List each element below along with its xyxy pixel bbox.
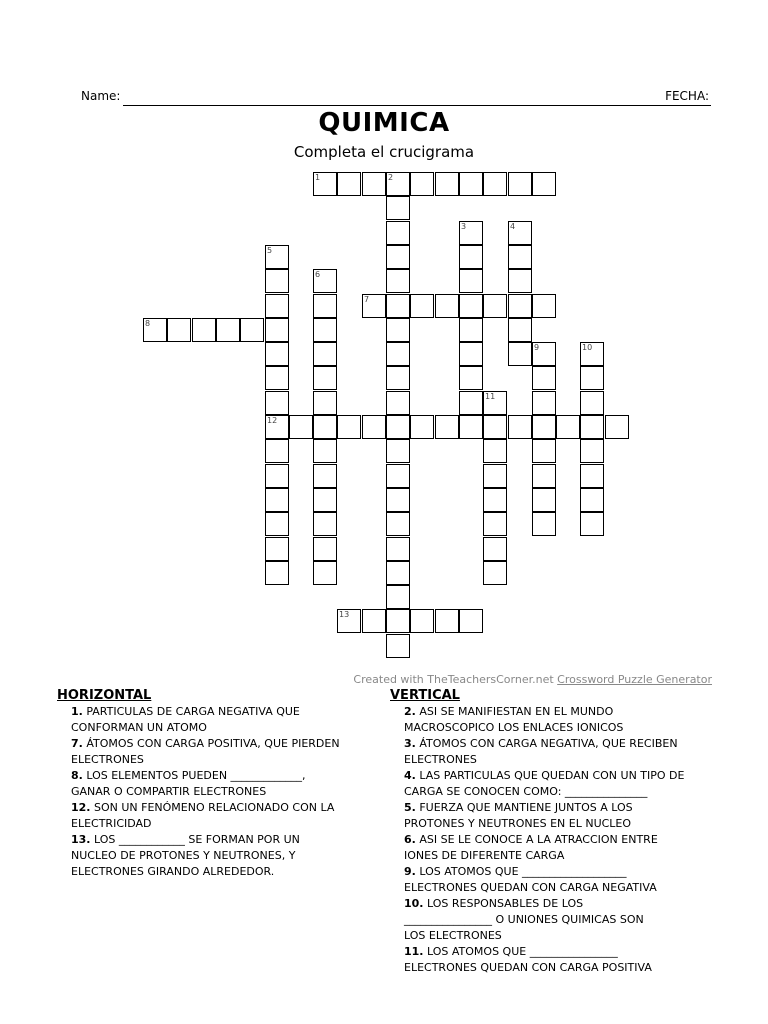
crossword-cell[interactable] bbox=[313, 415, 337, 439]
horizontal-heading: HORIZONTAL bbox=[57, 688, 152, 703]
crossword-cell[interactable] bbox=[386, 609, 410, 633]
crossword-cell[interactable] bbox=[459, 221, 483, 245]
clue-item bbox=[404, 736, 720, 768]
crossword-cell[interactable] bbox=[508, 172, 532, 196]
crossword-cell[interactable] bbox=[143, 318, 167, 342]
clue-text: GANAR O COMPARTIR ELECTRONES bbox=[71, 785, 267, 798]
crossword-cell[interactable] bbox=[532, 415, 556, 439]
crossword-cell[interactable] bbox=[483, 294, 507, 318]
crossword-cell[interactable] bbox=[362, 172, 386, 196]
crossword-cell[interactable] bbox=[265, 366, 289, 390]
crossword-cell[interactable] bbox=[386, 561, 410, 585]
horizontal-clues bbox=[57, 688, 377, 880]
crossword-cell[interactable] bbox=[386, 318, 410, 342]
crossword-cell[interactable] bbox=[386, 415, 410, 439]
crossword-cell[interactable] bbox=[313, 391, 337, 415]
crossword-cell[interactable] bbox=[313, 269, 337, 293]
crossword-cell[interactable] bbox=[240, 318, 264, 342]
crossword-cell[interactable] bbox=[580, 342, 604, 366]
name-field-line[interactable] bbox=[123, 105, 711, 106]
clue-number-label: 12 bbox=[267, 416, 278, 425]
page-title: QUIMICA bbox=[318, 108, 450, 138]
crossword-cell[interactable] bbox=[459, 366, 483, 390]
crossword-cell[interactable] bbox=[483, 439, 507, 463]
crossword-cell[interactable] bbox=[313, 561, 337, 585]
clue-text: LOS ATOMOS QUE ___________________ bbox=[419, 865, 627, 878]
crossword-cell[interactable] bbox=[532, 294, 556, 318]
clue-number: 3. bbox=[404, 737, 416, 750]
crossword-cell[interactable] bbox=[532, 391, 556, 415]
clue-number: 7. bbox=[71, 737, 83, 750]
clue-number: 2. bbox=[404, 705, 416, 718]
crossword-cell[interactable] bbox=[580, 366, 604, 390]
crossword-cell[interactable] bbox=[265, 415, 289, 439]
clue-number: 1. bbox=[71, 705, 83, 718]
name-date-row bbox=[81, 89, 711, 107]
clue-item bbox=[404, 832, 720, 864]
clue-text: ELECTRICIDAD bbox=[71, 817, 152, 830]
crossword-cell[interactable] bbox=[386, 294, 410, 318]
clue-text: FUERZA QUE MANTIENE JUNTOS A LOS bbox=[419, 801, 633, 814]
clue-item bbox=[404, 800, 720, 832]
crossword-cell[interactable] bbox=[410, 172, 434, 196]
crossword-cell[interactable] bbox=[459, 294, 483, 318]
clue-item bbox=[71, 832, 377, 880]
crossword-cell[interactable] bbox=[386, 342, 410, 366]
clue-item bbox=[404, 864, 720, 896]
crossword-cell[interactable] bbox=[313, 172, 337, 196]
clue-number: 6. bbox=[404, 833, 416, 846]
crossword-cell[interactable] bbox=[459, 391, 483, 415]
clue-text: ELECTRONES QUEDAN CON CARGA NEGATIVA bbox=[404, 881, 657, 894]
crossword-cell[interactable] bbox=[313, 342, 337, 366]
clue-number: 13. bbox=[71, 833, 91, 846]
crossword-cell[interactable] bbox=[386, 245, 410, 269]
crossword-cell[interactable] bbox=[337, 609, 361, 633]
crossword-cell[interactable] bbox=[313, 366, 337, 390]
clue-number-label: 11 bbox=[485, 392, 496, 401]
crossword-cell[interactable] bbox=[459, 318, 483, 342]
crossword-cell[interactable] bbox=[313, 294, 337, 318]
crossword-cell[interactable] bbox=[313, 464, 337, 488]
clue-number: 8. bbox=[71, 769, 83, 782]
crossword-cell[interactable] bbox=[459, 415, 483, 439]
page-subtitle: Completa el crucigrama bbox=[293, 143, 475, 161]
clue-text: LOS ATOMOS QUE ________________ bbox=[427, 945, 618, 958]
crossword-cell[interactable] bbox=[580, 464, 604, 488]
clue-item bbox=[404, 896, 720, 944]
credit-line bbox=[353, 673, 712, 686]
crossword-cell[interactable] bbox=[313, 439, 337, 463]
crossword-cell[interactable] bbox=[337, 172, 361, 196]
crossword-cell[interactable] bbox=[605, 415, 629, 439]
crossword-cell[interactable] bbox=[508, 245, 532, 269]
name-label: Name: bbox=[81, 89, 121, 103]
clue-number-label: 10 bbox=[582, 343, 593, 352]
crossword-cell[interactable] bbox=[362, 609, 386, 633]
crossword-cell[interactable] bbox=[265, 488, 289, 512]
clue-number-label: 8 bbox=[145, 319, 151, 328]
crossword-cell[interactable] bbox=[483, 172, 507, 196]
crossword-cell[interactable] bbox=[532, 366, 556, 390]
clue-text: MACROSCOPICO LOS ENLACES IONICOS bbox=[404, 721, 624, 734]
crossword-cell[interactable] bbox=[362, 415, 386, 439]
clue-text: ÁTOMOS CON CARGA NEGATIVA, QUE RECIBEN bbox=[419, 737, 678, 750]
clue-number: 12. bbox=[71, 801, 91, 814]
crossword-cell[interactable] bbox=[483, 391, 507, 415]
clue-text: ASI SE MANIFIESTAN EN EL MUNDO bbox=[419, 705, 614, 718]
generator-link[interactable]: Crossword Puzzle Generator bbox=[557, 673, 712, 686]
crossword-cell[interactable] bbox=[532, 512, 556, 536]
crossword-cell[interactable] bbox=[483, 512, 507, 536]
clue-text: LOS ELECTRONES bbox=[404, 929, 502, 942]
crossword-cell[interactable] bbox=[362, 294, 386, 318]
crossword-cell[interactable] bbox=[386, 221, 410, 245]
clue-number-label: 4 bbox=[510, 222, 516, 231]
clue-number: 9. bbox=[404, 865, 416, 878]
crossword-cell[interactable] bbox=[386, 391, 410, 415]
clue-text: CARGA SE CONOCEN COMO: _______________ bbox=[404, 785, 648, 798]
crossword-cell[interactable] bbox=[508, 221, 532, 245]
clue-text: SON UN FENÓMENO RELACIONADO CON LA bbox=[94, 801, 335, 814]
crossword-cell[interactable] bbox=[435, 294, 459, 318]
crossword-cell[interactable] bbox=[313, 537, 337, 561]
clue-text: LAS PARTICULAS QUE QUEDAN CON UN TIPO DE bbox=[419, 769, 685, 782]
crossword-cell[interactable] bbox=[192, 318, 216, 342]
crossword-cell[interactable] bbox=[265, 269, 289, 293]
crossword-cell[interactable] bbox=[265, 561, 289, 585]
crossword-cell[interactable] bbox=[508, 269, 532, 293]
crossword-cell[interactable] bbox=[508, 342, 532, 366]
crossword-cell[interactable] bbox=[386, 488, 410, 512]
crossword-cell[interactable] bbox=[435, 609, 459, 633]
clue-number-label: 5 bbox=[267, 246, 273, 255]
crossword-cell[interactable] bbox=[435, 415, 459, 439]
crossword-cell[interactable] bbox=[532, 464, 556, 488]
crossword-cell[interactable] bbox=[580, 488, 604, 512]
crossword-cell[interactable] bbox=[483, 415, 507, 439]
crossword-cell[interactable] bbox=[265, 245, 289, 269]
clue-number: 10. bbox=[404, 897, 424, 910]
crossword-cell[interactable] bbox=[459, 172, 483, 196]
crossword-cell[interactable] bbox=[459, 269, 483, 293]
clue-number-label: 7 bbox=[364, 295, 370, 304]
crossword-cell[interactable] bbox=[386, 439, 410, 463]
clue-item bbox=[404, 704, 720, 736]
clue-number-label: 13 bbox=[339, 610, 350, 619]
clue-item bbox=[71, 800, 377, 832]
vertical-heading: VERTICAL bbox=[390, 688, 460, 703]
clue-number: 11. bbox=[404, 945, 424, 958]
crossword-cell[interactable] bbox=[313, 512, 337, 536]
crossword-cell[interactable] bbox=[556, 415, 580, 439]
crossword-cell[interactable] bbox=[483, 561, 507, 585]
crossword-cell[interactable] bbox=[508, 294, 532, 318]
clue-text: ELECTRONES GIRANDO ALREDEDOR. bbox=[71, 865, 275, 878]
clue-text: ASI SE LE CONOCE A LA ATRACCION ENTRE bbox=[419, 833, 658, 846]
crossword-cell[interactable] bbox=[167, 318, 191, 342]
crossword-cell[interactable] bbox=[386, 585, 410, 609]
crossword-cell[interactable] bbox=[313, 488, 337, 512]
crossword-cell[interactable] bbox=[386, 366, 410, 390]
crossword-cell[interactable] bbox=[532, 439, 556, 463]
clue-text: ________________ O UNIONES QUIMICAS SON bbox=[404, 913, 644, 926]
crossword-cell[interactable] bbox=[532, 172, 556, 196]
clue-number-label: 2 bbox=[388, 173, 394, 182]
crossword-cell[interactable] bbox=[580, 439, 604, 463]
crossword-cell[interactable] bbox=[580, 415, 604, 439]
clue-text: NUCLEO DE PROTONES Y NEUTRONES, Y bbox=[71, 849, 296, 862]
crossword-cell[interactable] bbox=[386, 196, 410, 220]
crossword-cell[interactable] bbox=[410, 294, 434, 318]
clue-number-label: 3 bbox=[461, 222, 467, 231]
crossword-cell[interactable] bbox=[532, 342, 556, 366]
crossword-cell[interactable] bbox=[313, 318, 337, 342]
crossword-cell[interactable] bbox=[265, 294, 289, 318]
crossword-cell[interactable] bbox=[386, 172, 410, 196]
crossword-cell[interactable] bbox=[337, 415, 361, 439]
clue-number-label: 1 bbox=[315, 173, 321, 182]
crossword-cell[interactable] bbox=[386, 537, 410, 561]
clue-text: CONFORMAN UN ATOMO bbox=[71, 721, 207, 734]
crossword-cell[interactable] bbox=[508, 415, 532, 439]
vertical-clues bbox=[390, 688, 720, 976]
clue-text: LOS ____________ SE FORMAN POR UN bbox=[94, 833, 300, 846]
clue-number: 4. bbox=[404, 769, 416, 782]
crossword-cell[interactable] bbox=[580, 391, 604, 415]
clue-item bbox=[71, 704, 377, 736]
crossword-cell[interactable] bbox=[265, 391, 289, 415]
crossword-cell[interactable] bbox=[483, 488, 507, 512]
clue-text: PROTONES Y NEUTRONES EN EL NUCLEO bbox=[404, 817, 632, 830]
crossword-cell[interactable] bbox=[265, 512, 289, 536]
clue-item bbox=[404, 768, 720, 800]
clue-text: LOS RESPONSABLES DE LOS bbox=[427, 897, 584, 910]
crossword-cell[interactable] bbox=[216, 318, 240, 342]
clue-number-label: 9 bbox=[534, 343, 540, 352]
crossword-cell[interactable] bbox=[508, 318, 532, 342]
clue-item bbox=[404, 944, 720, 976]
crossword-cell[interactable] bbox=[580, 512, 604, 536]
clue-item bbox=[71, 768, 377, 800]
crossword-cell[interactable] bbox=[483, 537, 507, 561]
crossword-cell[interactable] bbox=[386, 464, 410, 488]
crossword-cell[interactable] bbox=[265, 439, 289, 463]
crossword-cell[interactable] bbox=[483, 464, 507, 488]
crossword-cell[interactable] bbox=[265, 318, 289, 342]
clue-item bbox=[71, 736, 377, 768]
crossword-cell[interactable] bbox=[435, 172, 459, 196]
clue-text: IONES DE DIFERENTE CARGA bbox=[404, 849, 565, 862]
crossword-cell[interactable] bbox=[532, 488, 556, 512]
clue-text: LOS ELEMENTOS PUEDEN _____________, bbox=[86, 769, 306, 782]
crossword-cell[interactable] bbox=[410, 415, 434, 439]
clue-text: ELECTRONES bbox=[71, 753, 144, 766]
clue-text: PARTICULAS DE CARGA NEGATIVA QUE bbox=[86, 705, 300, 718]
crossword-cell[interactable] bbox=[265, 342, 289, 366]
crossword-cell[interactable] bbox=[265, 537, 289, 561]
crossword-cell[interactable] bbox=[459, 342, 483, 366]
crossword-cell[interactable] bbox=[289, 415, 313, 439]
clue-text: ELECTRONES QUEDAN CON CARGA POSITIVA bbox=[404, 961, 652, 974]
crossword-cell[interactable] bbox=[386, 512, 410, 536]
crossword-cell[interactable] bbox=[459, 609, 483, 633]
date-label: FECHA: bbox=[665, 89, 709, 103]
clue-number: 5. bbox=[404, 801, 416, 814]
crossword-cell[interactable] bbox=[459, 245, 483, 269]
clue-text: ÁTOMOS CON CARGA POSITIVA, QUE PIERDEN bbox=[86, 737, 340, 750]
crossword-cell[interactable] bbox=[386, 269, 410, 293]
clue-text: ELECTRONES bbox=[404, 753, 477, 766]
crossword-cell[interactable] bbox=[386, 634, 410, 658]
credit-text: Created with TheTeachersCorner.net bbox=[353, 673, 558, 686]
crossword-cell[interactable] bbox=[410, 609, 434, 633]
crossword-cell[interactable] bbox=[265, 464, 289, 488]
clue-number-label: 6 bbox=[315, 270, 321, 279]
